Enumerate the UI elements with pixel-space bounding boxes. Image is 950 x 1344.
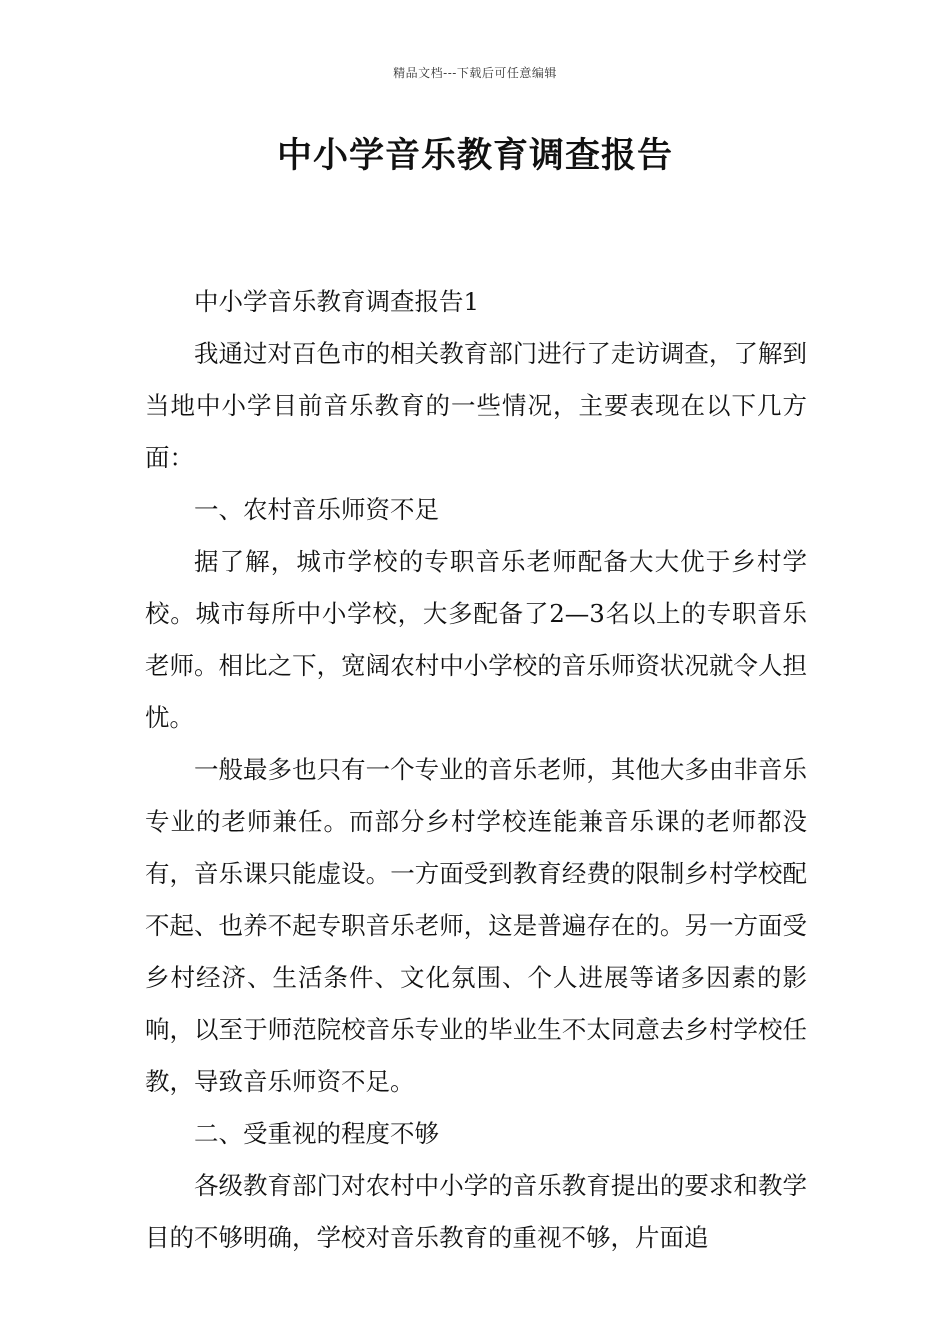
body-paragraph: 据了解，城市学校的专职音乐老师配备大大优于乡村学校。城市每所中小学校，大多配备了2—3名以上的专职音乐老师。相比之下，宽阔农村中小学校的音乐师资状况就令人担忧。 [145,547,807,732]
body-paragraph: 我通过对百色市的相关教育部门进行了走访调查，了解到当地中小学目前音乐教育的一些情况，主要表现在以下几方面： [145,339,807,472]
document-body [145,276,807,1264]
section-heading: 二、受重视的程度不够 [194,1119,439,1148]
body-paragraph: 一般最多也只有一个专业的音乐老师，其他大多由非音乐专业的老师兼任。而部分乡村学校连能兼音乐课的老师都没有，音乐课只能虚设。一方面受到教育经费的限制乡村学校配不起、也养不起专职音乐老师，这是普遍存在的。另一方面受乡村经济、生活条件、文化氛围、个人进展等诸多因素的影响，以至于师范院校音乐专业的毕业生不太同意去乡村学校任教，导致音乐师资不足。 [145,755,807,1096]
section-heading: 一、农村音乐师资不足 [194,495,439,524]
subtitle-paragraph: 中小学音乐教育调查报告1 [194,287,480,316]
document-title: 中小学音乐教育调查报告 [276,136,673,176]
body-paragraph: 各级教育部门对农村中小学的音乐教育提出的要求和教学目的不够明确，学校对音乐教育的重视不够，片面追 [145,1171,807,1252]
header-note: 精品文档---下载后可任意编辑 [393,66,557,80]
